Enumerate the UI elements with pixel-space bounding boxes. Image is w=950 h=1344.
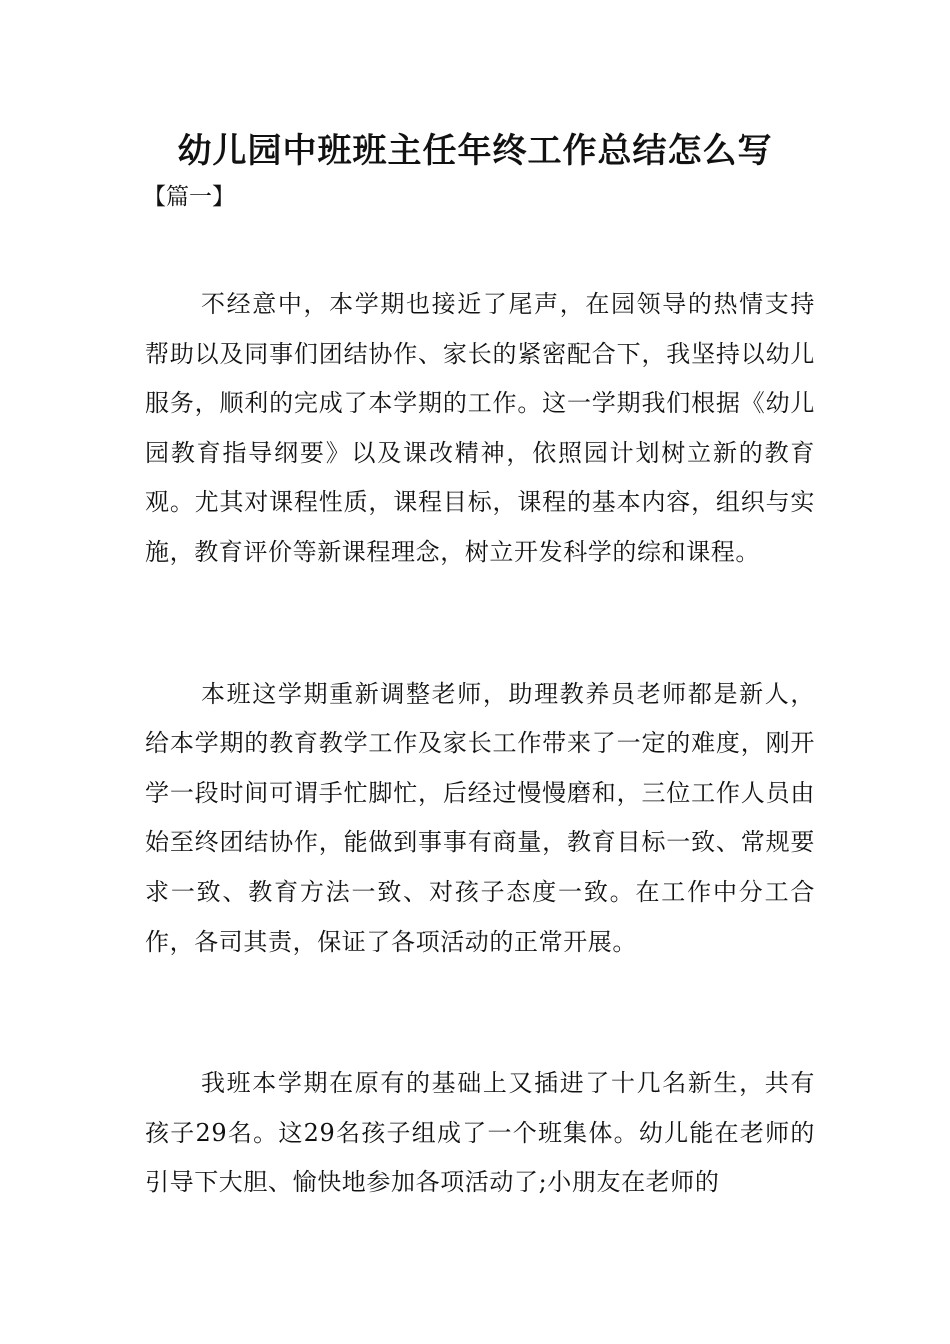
paragraph-2: 本班这学期重新调整老师，助理教养员老师都是新人，给本学期的教育教学工作及家长工作带来了一定的难度，刚开学一段时间可谓手忙脚忙，后经过慢慢磨和，三位工作人员由始至终团结协作，能做到事事有商量，教育目标一致、常规要求一致、教育方法一致、对孩子态度一致。在工作中分工合作，各司其责，保证了各项活动的正常开展。	[145, 679, 815, 956]
section-label: 【篇一】	[143, 184, 235, 210]
paragraph-3: 我班本学期在原有的基础上又插进了十几名新生，共有孩子29名。这29名孩子组成了一个班集体。幼儿能在老师的引导下大胆、愉快地参加各项活动了;小朋友在老师的	[145, 1069, 815, 1197]
document-body	[145, 280, 815, 1208]
document-title: 幼儿园中班班主任年终工作总结怎么写	[177, 131, 773, 171]
paragraph-1: 不经意中，本学期也接近了尾声，在园领导的热情支持帮助以及同事们团结协作、家长的紧密配合下，我坚持以幼儿服务，顺利的完成了本学期的工作。这一学期我们根据《幼儿园教育指导纲要》以及课改精神，依照园计划树立新的教育观。尤其对课程性质，课程目标，课程的基本内容，组织与实施，教育评价等新课程理念，树立开发科学的综和课程。	[145, 290, 815, 566]
